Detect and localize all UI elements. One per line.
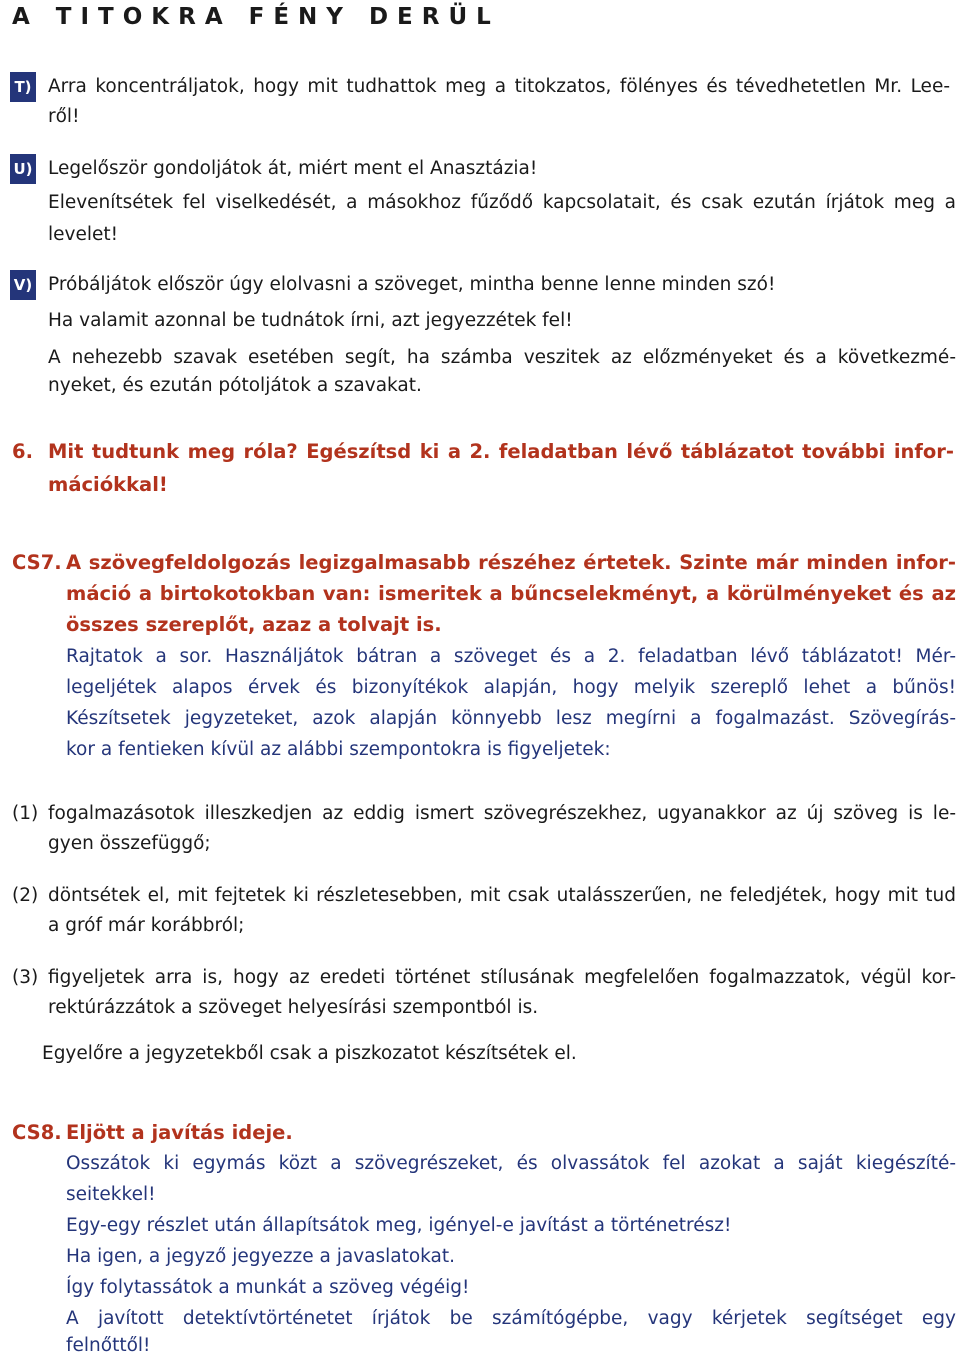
cs7-blue-line-1: Rajtatok a sor. Használjátok bátran a szöveget és a 2. feladatban lévő táblázatot! Mér- xyxy=(66,646,956,667)
cs7-blue-line-2: legeljétek alapos érvek és bizonyítékok alapján, hogy melyik szereplő lehet a bűnös! xyxy=(66,677,956,698)
v-line-2: Ha valamit azonnal be tudnátok írni, azt jegyezzétek fel! xyxy=(48,310,573,331)
cs7-number: CS7. xyxy=(12,551,62,574)
cs8-line-2: seitekkel! xyxy=(66,1184,156,1205)
badge-v: V) xyxy=(10,270,36,300)
task-6-line-2: mációkkal! xyxy=(48,473,168,496)
point-3-line-2: rektúrázzátok a szöveget helyesírási szempontból is. xyxy=(48,997,539,1018)
task-6-line-1: Mit tudtunk meg róla? Egészítsd ki a 2. feladatban lévő táblázatot további infor- xyxy=(48,440,954,463)
cs8-line-1: Osszátok ki egymás közt a szövegrészeket, és olvassátok fel azokat a saját kiegészíté- xyxy=(66,1153,956,1174)
t-line-1: Arra koncentráljatok, hogy mit tudhattok meg a titokzatos, fölényes és tévedhetetlen Mr. Lee- xyxy=(48,76,950,97)
u-line-3: levelet! xyxy=(48,224,119,245)
t-line-2: ről! xyxy=(48,106,80,127)
point-1-line-2: gyen összefüggő; xyxy=(48,833,211,854)
cs8-number: CS8. xyxy=(12,1121,62,1144)
cs7-red-line-3: összes szereplőt, azaz a tolvajt is. xyxy=(66,613,442,636)
draft-note: Egyelőre a jegyzetekből csak a piszkozatot készítsétek el. xyxy=(42,1043,577,1064)
badge-t: T) xyxy=(10,72,36,102)
point-3-line-1: figyeljetek arra is, hogy az eredeti történet stílusának megfelelően fogalmazzatok, végül kor- xyxy=(48,967,956,988)
cs8-line-3: Egy-egy részlet után állapítsátok meg, igényel-e javítást a történetrész! xyxy=(66,1215,732,1236)
point-1-number: (1) xyxy=(12,803,39,824)
page-title: A TITOKRA FÉNY DERÜL xyxy=(12,4,500,30)
cs7-red-line-1: A szövegfeldolgozás legizgalmasabb részéhez értetek. Szinte már minden infor- xyxy=(66,551,956,574)
cs8-line-4: Ha igen, a jegyző jegyezze a javaslatokat. xyxy=(66,1246,456,1267)
task-6-number: 6. xyxy=(12,440,33,463)
cs7-blue-line-3: Készítsetek jegyzeteket, azok alapján könnyebb lesz megírni a fogalmazást. Szövegírás- xyxy=(66,708,956,729)
cs8-heading: Eljött a javítás ideje. xyxy=(66,1121,293,1144)
badge-u: U) xyxy=(10,154,36,184)
u-line-2: Elevenítsétek fel viselkedését, a másokhoz fűződő kapcsolatait, és csak ezután írjátok meg a xyxy=(48,192,956,213)
v-line-3: A nehezebb szavak esetében segít, ha számba veszitek az előzményeket és a következmé- xyxy=(48,347,956,368)
point-2-line-2: a gróf már korábbról; xyxy=(48,915,245,936)
point-2-line-1: döntsétek el, mit fejtetek ki részletesebben, mit csak utalásszerűen, ne feledjétek, hogy mit tud xyxy=(48,885,956,906)
point-1-line-1: fogalmazásotok illeszkedjen az eddig ismert szövegrészekhez, ugyanakkor az új szöveg is le- xyxy=(48,803,956,824)
cs8-line-7: felnőttől! xyxy=(66,1335,151,1356)
v-line-1: Próbáljátok először úgy elolvasni a szöveget, mintha benne lenne minden szó! xyxy=(48,274,776,295)
point-2-number: (2) xyxy=(12,885,39,906)
u-line-1: Legelőször gondoljátok át, miért ment el Anasztázia! xyxy=(48,158,538,179)
cs8-line-5: Így folytassátok a munkát a szöveg végéig! xyxy=(66,1277,470,1298)
point-3-number: (3) xyxy=(12,967,39,988)
v-line-4: nyeket, és ezután pótoljátok a szavakat. xyxy=(48,375,422,396)
cs8-line-6: A javított detektívtörténetet írjátok be számítógépbe, vagy kérjetek segítséget egy xyxy=(66,1308,956,1329)
cs7-red-line-2: máció a birtokotokban van: ismeritek a bűncselekményt, a körülményeket és az xyxy=(66,582,956,605)
cs7-blue-line-4: kor a fentieken kívül az alábbi szempontokra is figyeljetek: xyxy=(66,739,611,760)
